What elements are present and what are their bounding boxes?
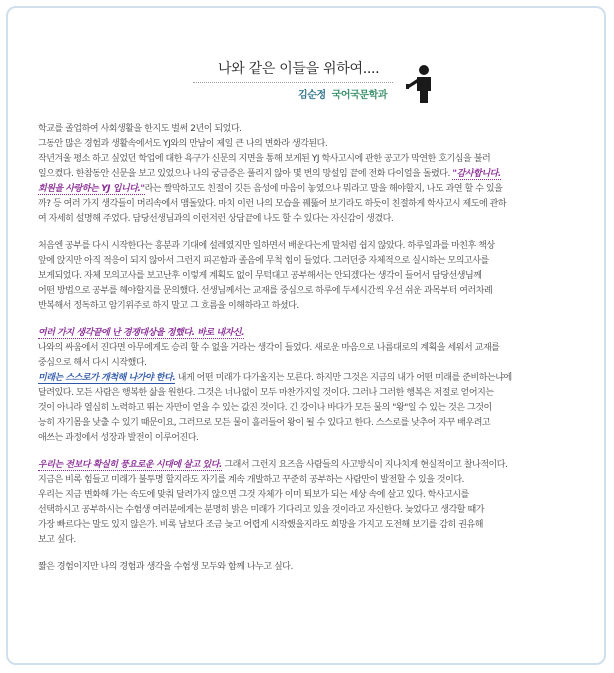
text-line: 중심으로 해서 다시 시작했다. (38, 358, 147, 368)
text-line: 우리는 지금 변화해 가는 속도에 맞춰 달려가지 않으면 그것 자체가 이미 퇴보가 되는 세상 속에 살고 있다. 학사고시를 (38, 490, 469, 500)
text-segment: 그래서 그런지 요즈음 사람들의 사고방식이 지나치게 현실적이고 찰나적이다. (221, 460, 508, 470)
text-line: 작년겨울 평소 하고 싶었던 학업에 대한 욕구가 신문의 지면을 통해 보게된 YJ 학사고시에 관한 공고가 막연한 호기심을 불러 (38, 154, 491, 164)
text-line (38, 182, 598, 197)
text-line: 까? 등 여러 가지 생각들이 머리속에서 맴돌았다. 마치 이런 나의 모습을 꿰뚫어 보기라도 하듯이 친절하게 학사고시 제도에 관하 (38, 199, 507, 209)
text-line: 그동안 많은 경험과 생활속에서도 YJ와의 만남이 제일 큰 나의 변화라 생각된다. (38, 139, 328, 149)
text-line: 반복해서 정독하고 암기위주로 하지 말고 그 흐름을 이해하라고 하셨다. (38, 301, 299, 311)
highlight-quote: 우리는 전보다 확실히 풍요로운 시대에 살고 있다. (38, 460, 222, 470)
text-line: 애쓰는 과정에서 성장과 발전이 이루어진다. (38, 433, 199, 443)
person-icon (404, 64, 438, 104)
text-segment: 내게 어떤 미래가 다가올지는 모른다. 하지만 그것은 지금의 내가 어떤 미래를 준비하는냐에 (175, 373, 512, 383)
text-line: 학교를 졸업하여 사회생활을 한지도 벌써 2년이 되었다. (38, 124, 242, 134)
essay-body (38, 122, 598, 575)
text-line: 어떤 방법으로 공부를 해야할지를 문의했다. 선생님께서는 교재를 중심으로 하루에 두세시간씩 우선 쉬운 과목부터 여러차례 (38, 286, 493, 296)
text-line: 보고 싶다. (38, 535, 76, 545)
author-name: 김순정 (298, 90, 326, 101)
text-line: 나와의 싸움에서 진다면 아무에게도 승리 할 수 없을 거라는 생각이 들었다. 새로운 마음으로 나름대로의 계획을 세워서 교재를 (38, 343, 500, 353)
section-heading: 여러 가지 생각끝에 난 경쟁대상을 정했다. 바로 내자신. (38, 328, 245, 338)
text-line (38, 458, 598, 473)
text-line: 달려있다. 모든 사람은 행복한 삶을 원한다. 그것은 너나없이 모두 마찬가지일 것이다. 그러나 그러한 행복은 저절로 얻어지는 (38, 388, 494, 398)
text-segment: 일으켰다. 한참동안 신문을 보고 있었으나 나의 궁금증은 풀리지 않아 몇 번의 망설임 끝에 전화 다이얼을 돌렸다. (38, 169, 453, 179)
author-line (298, 86, 387, 101)
text-line: 능히 자기몸을 낮출 수 있기 때문이요, 그러므로 모든 물이 흘러들어 왕이 될 수 있다고 한다. 스스로를 낮추어 자꾸 배우려고 (38, 418, 491, 428)
text-line (38, 371, 598, 386)
text-segment: 라는 짤막하고도 친절이 깃든 음성에 마음이 놓였으나 뭐라고 말을 해야할지, 나도 과연 할 수 있을 (144, 184, 503, 194)
highlight-quote: 미래는 스스로가 개척해 나가야 한다. (38, 373, 176, 383)
text-line: 것이 아니라 열심히 노력하고 뛰는 자만이 얻을 수 있는 값진 것이다. 긴 강이나 바다가 모든 물의 "왕"일 수 있는 것은 그것이 (38, 403, 492, 413)
text-line: 선택하시고 공부하시는 수험생 여러분에게는 분명히 밝은 미래가 기다리고 있을 것이라고 자신한다. 늦었다고 생각할 때가 (38, 505, 484, 515)
text-line: 지금은 비록 힘들고 미래가 불투명 할지라도 자기를 계속 개발하고 꾸준히 공부하는 사람만이 발전할 수 있을 것이다. (38, 475, 465, 485)
page-title: 나와 같은 이들을 위하여.... (218, 61, 380, 77)
text-line (38, 326, 598, 341)
highlight-quote: "감사합니다. (452, 169, 501, 179)
text-line (38, 167, 598, 182)
title-divider (193, 82, 393, 83)
text-line: 앞에 앉지만 아직 적응이 되지 않아서 그런지 피곤함과 졸음에 무척 힘이 들었다. 그러던중 자체적으로 실시하는 모의고사를 (38, 256, 489, 266)
text-line: 처음엔 공부를 다시 시작한다는 흥분과 기대에 설레였지만 일하면서 배운다는게 말처럼 쉽지 않았다. 하루일과를 마친후 책상 (38, 241, 495, 251)
author-department: 국어국문학과 (331, 90, 388, 101)
essay-card (6, 6, 606, 665)
highlight-quote: 회원을 사랑하는 YJ 입니다." (38, 184, 145, 194)
text-line: 보게되었다. 자체 모의고사를 보고난후 이렇게 계획도 없이 무턱대고 공부해서는 안되겠다는 생각이 들어서 담당선생님께 (38, 271, 482, 281)
text-line: 가장 빠르다는 말도 있지 않은가. 비록 남보다 조금 늦고 어렵게 시작했을지라도 희망을 가지고 도전해 보기를 감히 권유해 (38, 520, 483, 530)
text-line: 여 자세히 설명해 주었다. 담당선생님과의 이런저런 상담끝에 나도 할 수 있다는 자신감이 생겼다. (38, 214, 394, 224)
closing-line: 짧은 경험이지만 나의 경험과 생각을 수험생 모두와 함께 나누고 싶다. (38, 562, 293, 572)
